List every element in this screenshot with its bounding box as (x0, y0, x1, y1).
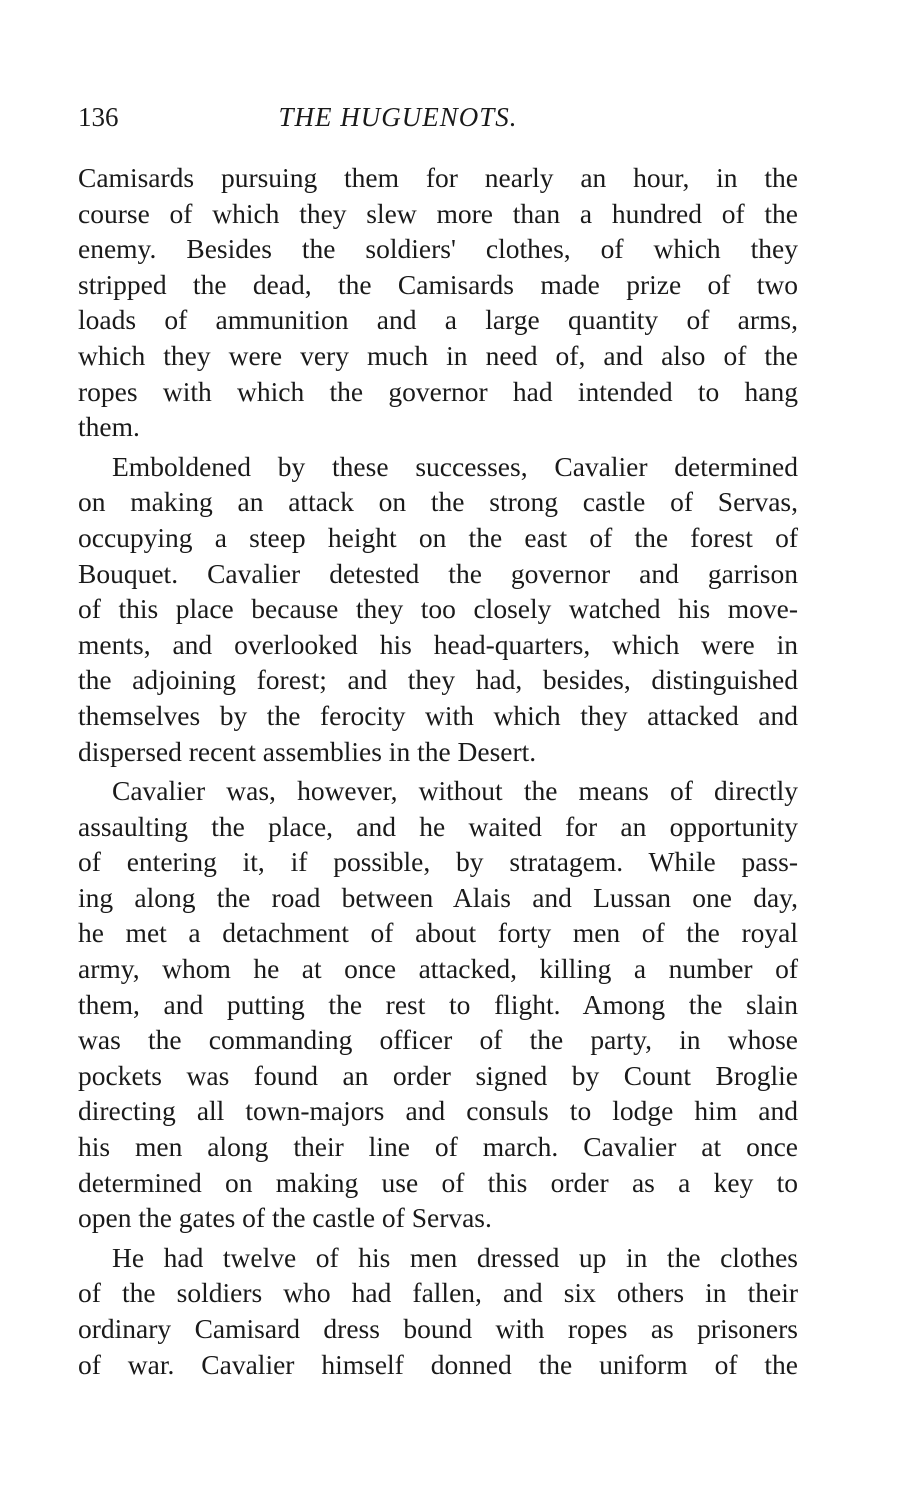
text-line: occupying a steep height on the east of the forest of (78, 521, 798, 553)
text-line: Emboldened by these successes, Cavalier determined (112, 450, 798, 482)
text-line: ropes with which the governor had intended to hang (78, 375, 798, 407)
text-line: was the commanding officer of the party, in whose (78, 1024, 798, 1056)
paragraph (78, 449, 798, 769)
text-line: the adjoining forest; and they had, besides, distinguished (78, 664, 798, 696)
book-page (78, 0, 798, 1493)
text-line: ordinary Camisard dress bound with ropes as prisoners (78, 1313, 798, 1344)
text-line: themselves by the ferocity with which they attacked and (78, 699, 798, 731)
text-line: loads of ammunition and a large quantity of arms, (78, 304, 798, 336)
text-line: Camisards pursuing them for nearly an hour, in the (78, 162, 798, 193)
text-line: his men along their line of march. Cavalier at once (78, 1131, 798, 1163)
page-header (78, 102, 798, 142)
text-line: of the soldiers who had fallen, and six others in their (78, 1277, 798, 1309)
text-line: He had twelve of his men dressed up in the clothes (112, 1241, 798, 1273)
text-line: assaulting the place, and he waited for an opportunity (78, 810, 798, 842)
text-line: directing all town-majors and consuls to lodge him and (78, 1095, 798, 1127)
text-line: of war. Cavalier himself donned the uniform of the (78, 1348, 798, 1380)
text-line: army, whom he at once attacked, killing a number of (78, 953, 798, 985)
text-line: determined on making use of this order as a key to (78, 1166, 798, 1198)
text-line: enemy. Besides the soldiers' clothes, of which they (78, 233, 798, 265)
text-line: he met a detachment of about forty men of the royal (78, 917, 798, 949)
running-head: THE HUGUENOTS. (278, 102, 518, 132)
text-line: dispersed recent assemblies in the Desert. (78, 735, 537, 767)
text-line: course of which they slew more than a hundred of the (78, 197, 798, 229)
text-line: of this place because they too closely watched his move- (78, 593, 798, 625)
text-line: them, and putting the rest to flight. Among the slain (78, 988, 798, 1020)
text-line: ing along the road between Alais and Lussan one day, (78, 881, 798, 913)
paragraph (78, 1240, 798, 1382)
text-line: stripped the dead, the Camisards made prize of two (78, 268, 798, 300)
page-body (78, 160, 798, 1382)
paragraph (78, 160, 798, 445)
text-line: ments, and overlooked his head-quarters, which were in (78, 628, 798, 660)
paragraph (78, 773, 798, 1236)
text-line: on making an attack on the strong castle of Servas, (78, 486, 798, 518)
text-line: them. (78, 411, 140, 443)
text-line: Bouquet. Cavalier detested the governor and garrison (78, 557, 798, 589)
text-line: which they were very much in need of, and also of the (78, 339, 798, 371)
page-number: 136 (78, 102, 119, 132)
text-line: open the gates of the castle of Servas. (78, 1202, 492, 1234)
text-line: pockets was found an order signed by Count Broglie (78, 1059, 798, 1091)
text-line: of entering it, if possible, by stratagem. While pass- (78, 846, 798, 878)
text-line: Cavalier was, however, without the means of directly (112, 775, 798, 807)
